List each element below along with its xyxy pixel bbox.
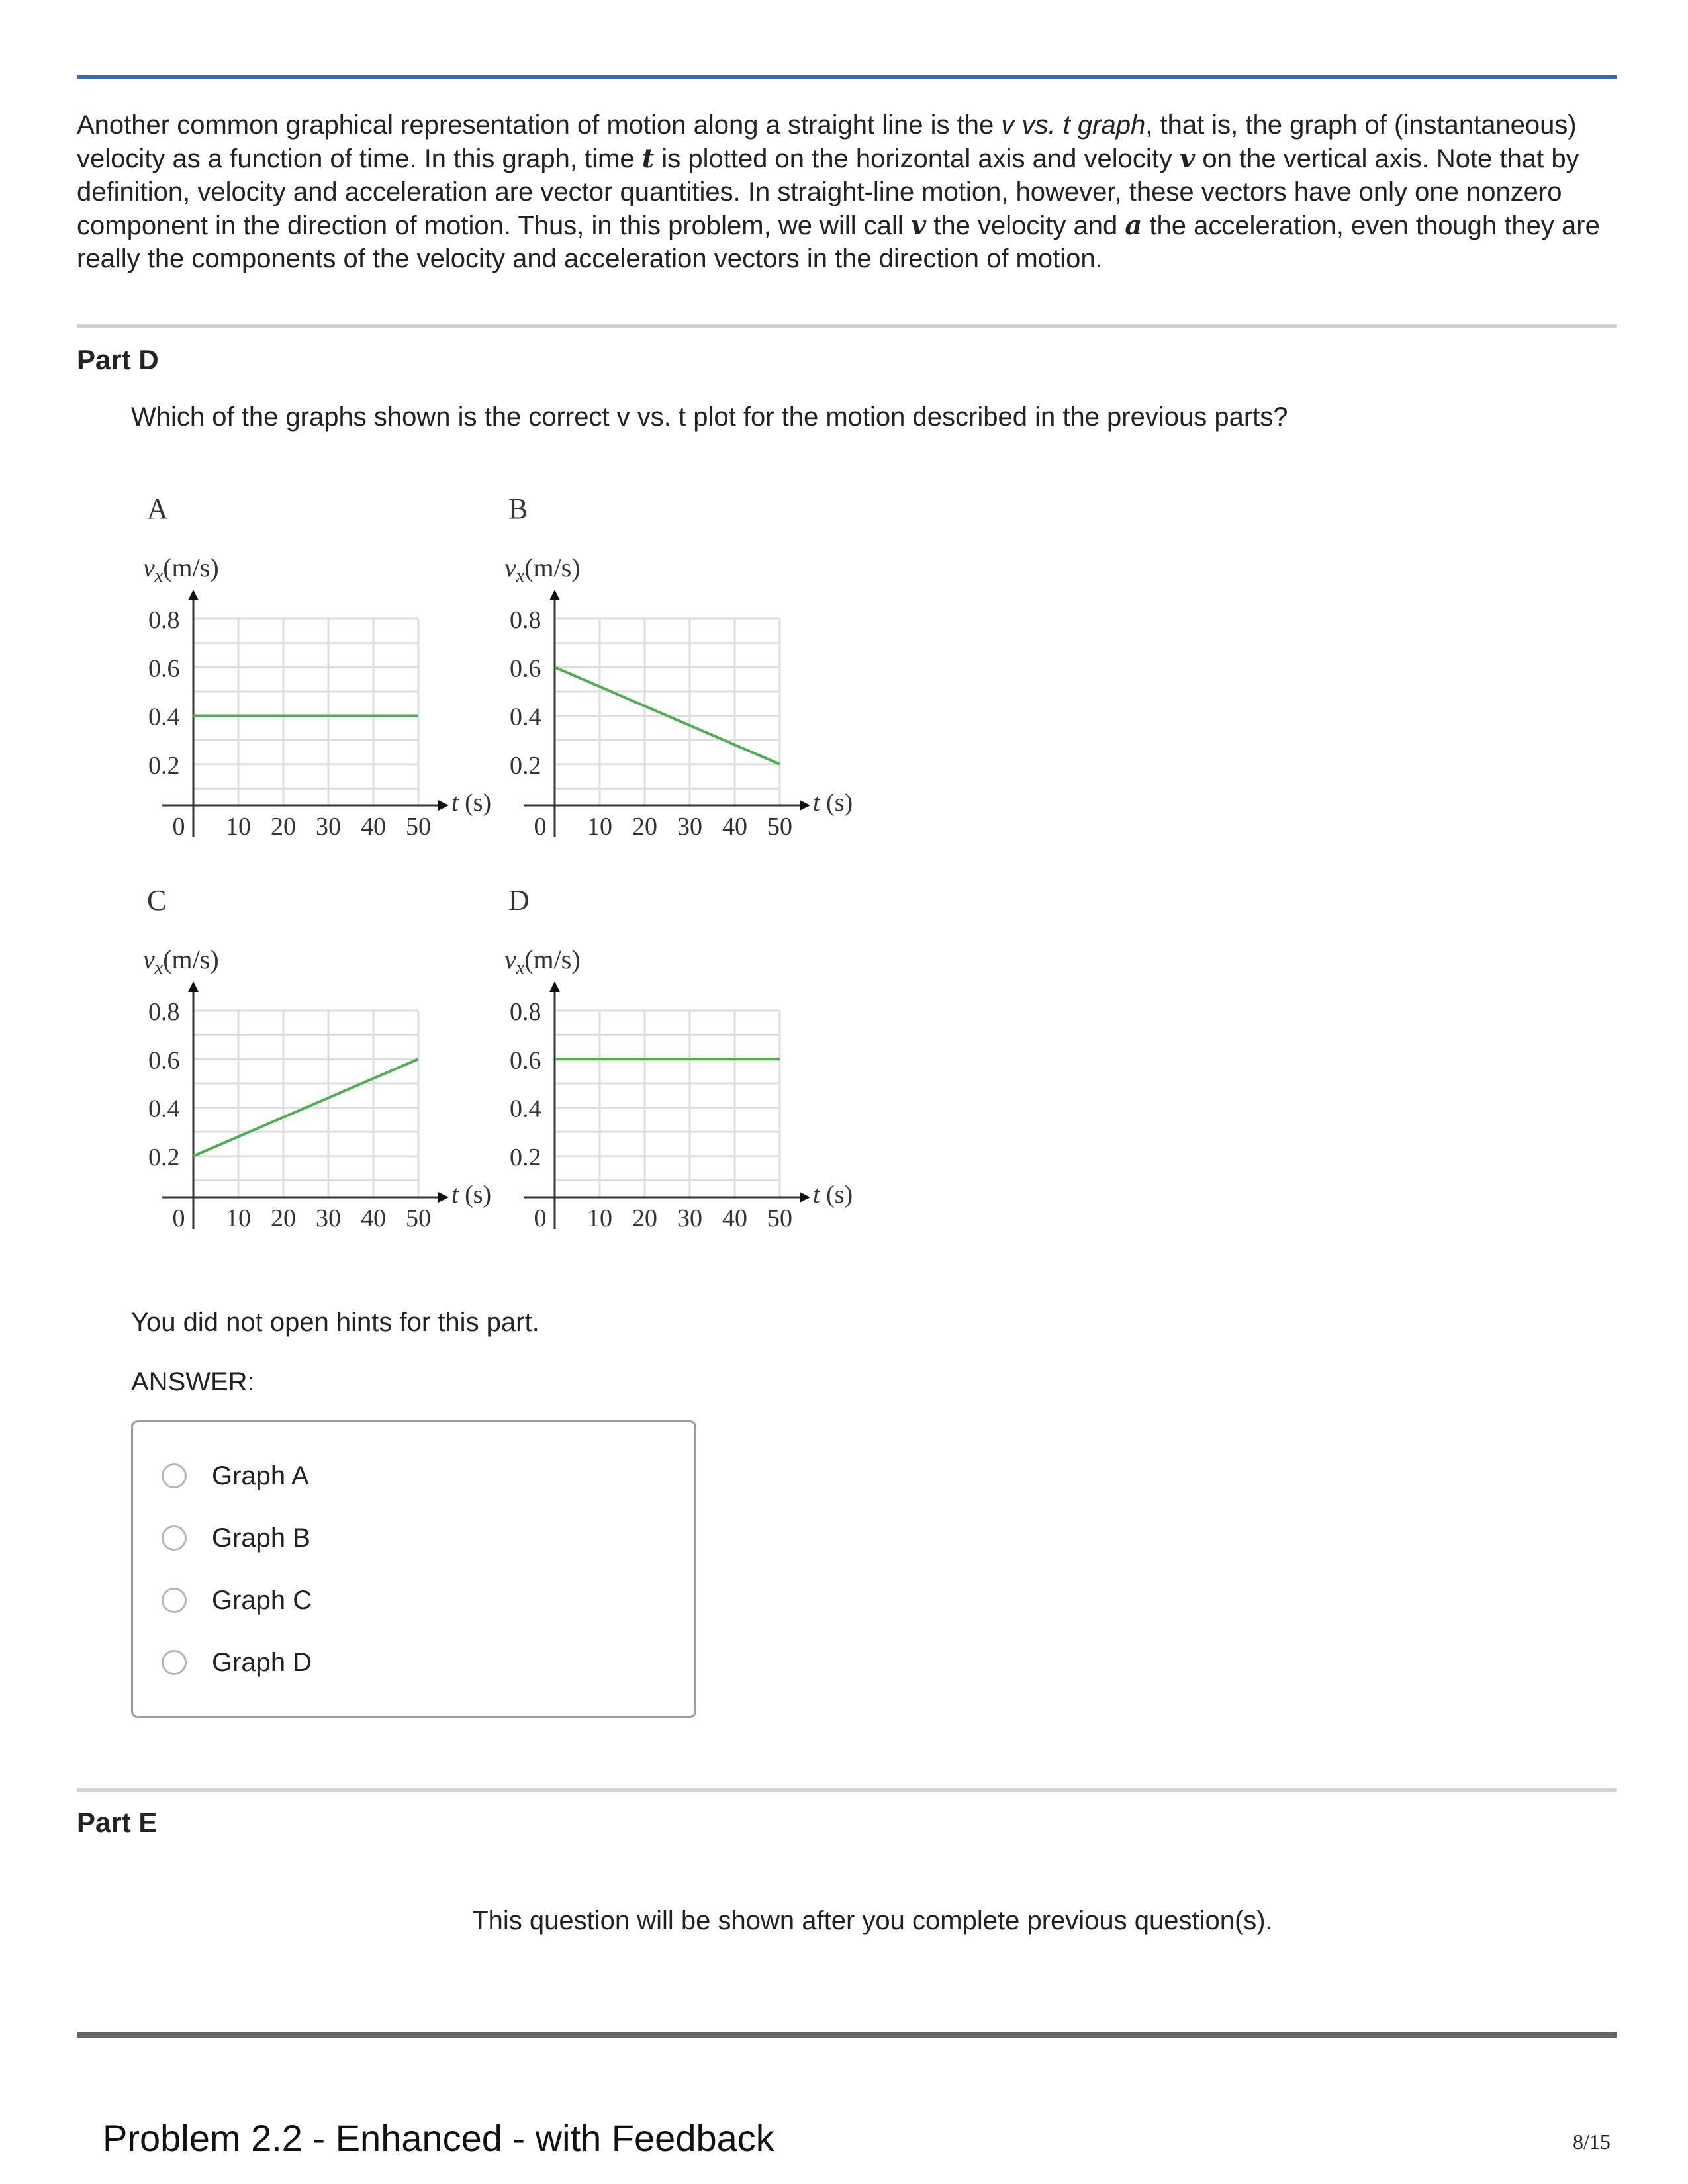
intro-paragraph: Another common graphical representation of motion along a straight line is the v vs. t graph, that is, the graph of (instantaneous) velocity as a function of time. In this graph, time t is plotted on the horizontal axis and velocity v on the vertical axis. Note that by definition, velocity and acceleration are vector quantities. In straight-line motion, however, these vectors have only one nonzero component in the direction of motion. Thus, in this problem, we will call v the velocity and a the acceleration, even though they are really the components of the velocity and acceleration vectors in the direction of motion. [77, 111, 1600, 273]
x-tick-label: 30 [316, 813, 341, 841]
x-tick-label: 20 [632, 1205, 657, 1232]
x-tick-label: 10 [587, 1205, 612, 1232]
x-axis-label: t (s) [813, 789, 853, 817]
option-graph-b[interactable] [162, 1522, 310, 1555]
y-axis-label: $v_x(m/s)$ [143, 944, 219, 978]
y-tick-label: 0.8 [148, 998, 180, 1026]
radio-button[interactable] [162, 1588, 187, 1613]
graph-letter: A [147, 492, 168, 525]
x-tick-label: 30 [677, 813, 702, 841]
x-tick-label: 20 [271, 1205, 296, 1232]
x-axis-label: t (s) [451, 789, 492, 817]
part-d-title: Part D [77, 344, 159, 375]
y-tick-label: 0.6 [510, 655, 541, 683]
y-axis-label: $v_x(m/s)$ [504, 553, 581, 586]
part-e-locked-message: This question will be shown after you complete previous question(s). [472, 1906, 1273, 1935]
x-tick-label: 0 [534, 813, 547, 841]
x-axis-label: t (s) [813, 1181, 853, 1208]
radio-button[interactable] [162, 1525, 187, 1551]
x-tick-label: 0 [172, 813, 185, 841]
y-axis-arrow [188, 981, 199, 992]
y-tick-label: 0.4 [510, 1095, 541, 1123]
graphs-figure [132, 490, 887, 1244]
answer-label: ANSWER: [131, 1367, 255, 1396]
option-graph-c[interactable] [162, 1584, 312, 1617]
option-graph-d[interactable] [162, 1646, 312, 1679]
y-tick-label: 0.2 [510, 1143, 541, 1171]
x-tick-label: 10 [226, 813, 251, 841]
x-axis-arrow [800, 800, 810, 811]
y-tick-label: 0.4 [510, 703, 541, 731]
graph-letter: D [508, 884, 530, 917]
graph-letter: B [508, 492, 528, 525]
graph-a [143, 492, 491, 841]
y-axis-label: $v_x(m/s)$ [143, 553, 219, 586]
y-axis-arrow [188, 590, 199, 600]
bottom-rule [77, 2032, 1617, 2038]
page-number: 8/15 [1573, 2130, 1611, 2154]
x-tick-label: 50 [767, 1205, 792, 1232]
graph-b [504, 492, 853, 841]
section-divider-partE [77, 1788, 1617, 1792]
y-tick-label: 0.8 [148, 606, 180, 634]
y-tick-label: 0.6 [148, 655, 180, 683]
x-axis-arrow [800, 1192, 810, 1203]
option-graph-a[interactable] [162, 1459, 309, 1492]
y-tick-label: 0.6 [510, 1046, 541, 1075]
x-axis-arrow [438, 800, 449, 811]
x-tick-label: 10 [226, 1205, 251, 1232]
top-rule [77, 75, 1617, 79]
y-axis-arrow [549, 590, 560, 600]
y-tick-label: 0.4 [148, 1095, 180, 1123]
radio-button[interactable] [162, 1650, 187, 1675]
graph-c [143, 884, 491, 1232]
x-axis-arrow [438, 1192, 449, 1203]
x-tick-label: 20 [632, 813, 657, 841]
y-tick-label: 0.2 [148, 751, 180, 780]
x-tick-label: 50 [767, 813, 792, 841]
x-tick-label: 10 [587, 813, 612, 841]
option-label: Graph D [212, 1647, 312, 1677]
option-label: Graph C [212, 1585, 312, 1615]
part-d-question: Which of the graphs shown is the correct v vs. t plot for the motion described in the previous parts? [131, 402, 1288, 432]
y-axis-label: $v_x(m/s)$ [504, 944, 581, 978]
x-tick-label: 40 [361, 1205, 386, 1232]
graph-letter: C [147, 884, 167, 917]
hint-status: You did not open hints for this part. [131, 1308, 539, 1337]
x-tick-label: 40 [722, 813, 747, 841]
part-e-title: Part E [77, 1807, 158, 1838]
section-divider-partD [77, 324, 1617, 328]
graph-d [504, 884, 853, 1232]
option-label: Graph B [212, 1523, 310, 1553]
x-tick-label: 30 [316, 1205, 341, 1232]
x-tick-label: 20 [271, 813, 296, 841]
footer-title: Problem 2.2 - Enhanced - with Feedback [103, 2117, 774, 2159]
x-tick-label: 30 [677, 1205, 702, 1232]
x-tick-label: 40 [361, 813, 386, 841]
x-tick-label: 40 [722, 1205, 747, 1232]
x-tick-label: 0 [172, 1205, 185, 1232]
y-tick-label: 0.4 [148, 703, 180, 731]
radio-button[interactable] [162, 1463, 187, 1488]
x-tick-label: 0 [534, 1205, 547, 1232]
x-axis-label: t (s) [451, 1181, 492, 1208]
y-tick-label: 0.2 [510, 751, 541, 780]
x-tick-label: 50 [406, 813, 431, 841]
y-tick-label: 0.8 [510, 606, 541, 634]
graph-name: v vs. t graph [1001, 111, 1146, 140]
y-axis-arrow [549, 981, 560, 992]
option-label: Graph A [212, 1461, 309, 1490]
y-tick-label: 0.6 [148, 1046, 180, 1075]
y-tick-label: 0.8 [510, 998, 541, 1026]
x-tick-label: 50 [406, 1205, 431, 1232]
y-tick-label: 0.2 [148, 1143, 180, 1171]
